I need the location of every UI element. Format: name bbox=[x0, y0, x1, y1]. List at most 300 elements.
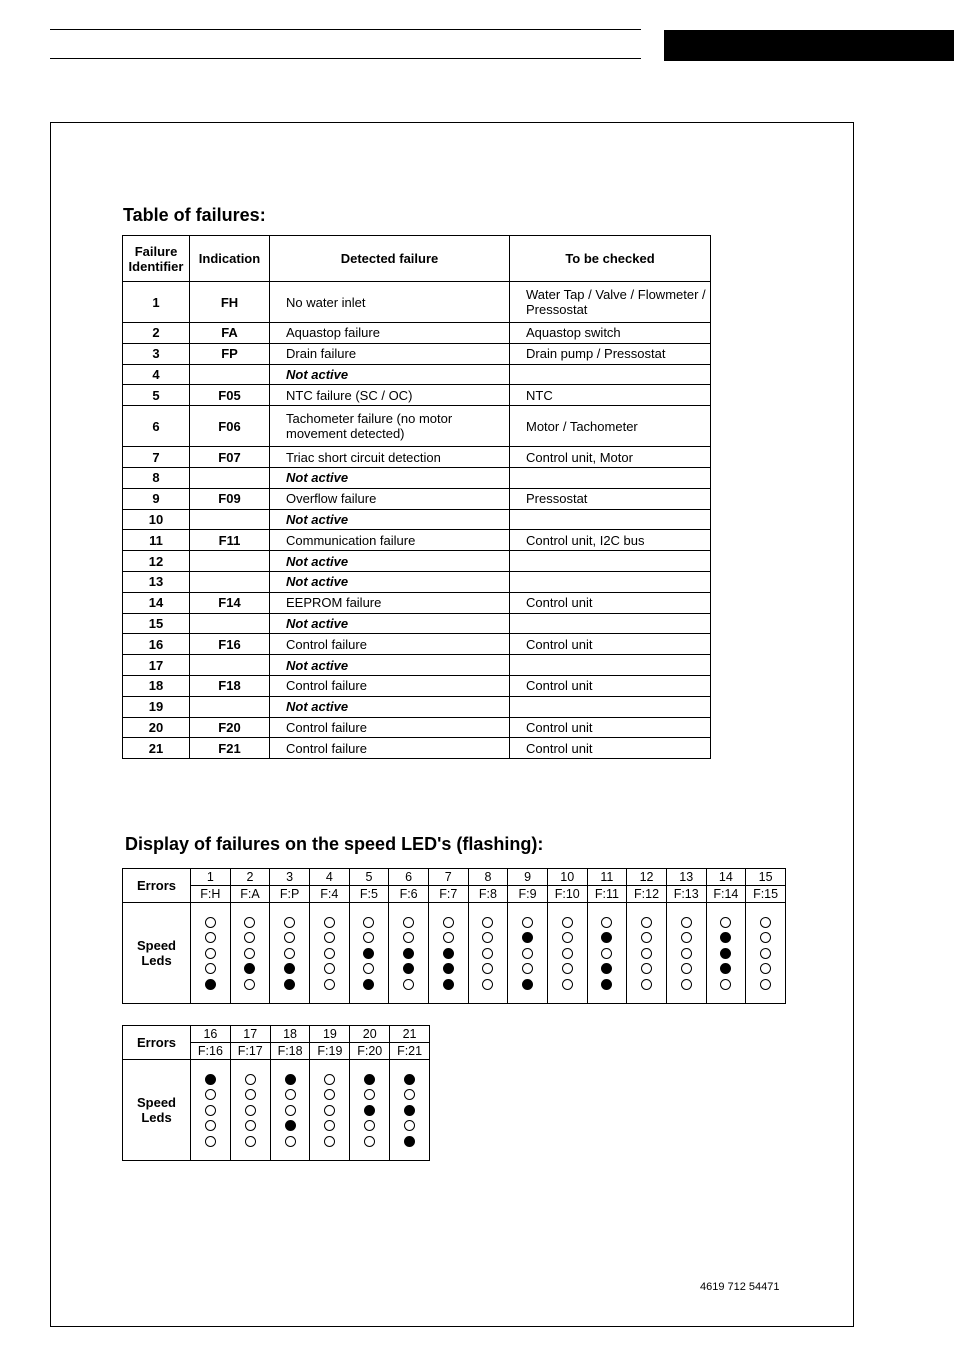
led-on-icon bbox=[205, 979, 216, 990]
failure-row bbox=[123, 717, 711, 738]
failure-id-cell: 21 bbox=[123, 738, 190, 759]
failure-row bbox=[123, 509, 711, 530]
led-off-icon bbox=[681, 979, 692, 990]
error-code-cell: F:20 bbox=[350, 1043, 390, 1060]
failure-detected-cell: No water inlet bbox=[270, 282, 510, 323]
led-off-icon bbox=[364, 1120, 375, 1131]
led-off-icon bbox=[205, 1120, 216, 1131]
speed-label-2: Speed bbox=[136, 1095, 176, 1110]
led-off-icon bbox=[760, 932, 771, 943]
led-off-icon bbox=[403, 979, 414, 990]
error-number-cell: 9 bbox=[508, 869, 548, 886]
led-off-icon bbox=[324, 932, 335, 943]
led-column bbox=[270, 917, 309, 990]
error-number-cell: 11 bbox=[587, 869, 627, 886]
failures-title: Table of failures: bbox=[123, 205, 266, 225]
failure-detected-cell: Overflow failure bbox=[270, 488, 510, 509]
led-off-icon bbox=[482, 948, 493, 959]
led-off-icon bbox=[324, 1074, 335, 1085]
header-black-bar bbox=[664, 30, 954, 61]
failure-indication-cell bbox=[190, 613, 270, 634]
led-off-icon bbox=[720, 917, 731, 928]
failure-row bbox=[123, 323, 711, 344]
leds-label: Leds bbox=[141, 953, 172, 968]
failure-row bbox=[123, 592, 711, 613]
failure-check-cell: Motor / Tachometer bbox=[510, 406, 711, 447]
failure-indication-cell: F14 bbox=[190, 592, 270, 613]
document-number: 4619 712 54471 bbox=[700, 1281, 780, 1293]
led-table-1-led-row bbox=[123, 903, 786, 1004]
error-number-cell: 21 bbox=[390, 1026, 430, 1043]
led-off-icon bbox=[482, 932, 493, 943]
led-column bbox=[588, 917, 627, 990]
led-column bbox=[469, 917, 508, 990]
led-off-icon bbox=[324, 1105, 335, 1116]
failure-row bbox=[123, 385, 711, 406]
led-pattern-cell bbox=[349, 903, 389, 1004]
led-off-icon bbox=[601, 948, 612, 959]
led-pattern-cell bbox=[230, 1060, 270, 1161]
led-table-2-number-row bbox=[123, 1026, 430, 1043]
led-on-icon bbox=[522, 932, 533, 943]
led-on-icon bbox=[601, 979, 612, 990]
failure-check-cell: Control unit bbox=[510, 592, 711, 613]
header-detected-failure: Detected failure bbox=[270, 236, 510, 282]
failure-detected-cell: Not active bbox=[270, 613, 510, 634]
led-on-icon bbox=[443, 979, 454, 990]
failure-detected-cell: Control failure bbox=[270, 717, 510, 738]
failure-row bbox=[123, 282, 711, 323]
failure-indication-cell: FP bbox=[190, 343, 270, 364]
led-off-icon bbox=[205, 1105, 216, 1116]
led-pattern-cell bbox=[390, 1060, 430, 1161]
led-off-icon bbox=[205, 932, 216, 943]
error-number-cell: 4 bbox=[309, 869, 349, 886]
led-off-icon bbox=[562, 963, 573, 974]
errors-label: Errors bbox=[123, 869, 191, 903]
header-rule-bottom bbox=[50, 58, 641, 59]
led-off-icon bbox=[285, 1105, 296, 1116]
failure-check-cell bbox=[510, 696, 711, 717]
failure-row bbox=[123, 530, 711, 551]
led-pattern-cell bbox=[508, 903, 548, 1004]
led-off-icon bbox=[641, 917, 652, 928]
failure-id-cell: 11 bbox=[123, 530, 190, 551]
led-column bbox=[707, 917, 746, 990]
failure-id-cell: 8 bbox=[123, 467, 190, 488]
failure-indication-cell: F16 bbox=[190, 634, 270, 655]
failure-indication-cell bbox=[190, 551, 270, 572]
error-number-cell: 17 bbox=[230, 1026, 270, 1043]
error-code-cell: F:7 bbox=[428, 886, 468, 903]
failure-indication-cell: F06 bbox=[190, 406, 270, 447]
failure-check-cell: Control unit bbox=[510, 675, 711, 696]
led-off-icon bbox=[482, 963, 493, 974]
failure-id-cell: 10 bbox=[123, 509, 190, 530]
led-column bbox=[508, 917, 547, 990]
led-off-icon bbox=[404, 1089, 415, 1100]
led-pattern-cell bbox=[310, 1060, 350, 1161]
led-on-icon bbox=[522, 979, 533, 990]
failure-check-cell: Control unit, Motor bbox=[510, 447, 711, 468]
failure-id-cell: 7 bbox=[123, 447, 190, 468]
led-off-icon bbox=[324, 948, 335, 959]
failure-check-cell bbox=[510, 509, 711, 530]
failure-row bbox=[123, 696, 711, 717]
failure-check-cell: Control unit bbox=[510, 634, 711, 655]
failure-row bbox=[123, 738, 711, 759]
led-off-icon bbox=[522, 963, 533, 974]
led-pattern-cell bbox=[706, 903, 746, 1004]
led-on-icon bbox=[363, 948, 374, 959]
failure-indication-cell bbox=[190, 655, 270, 676]
led-off-icon bbox=[403, 917, 414, 928]
failure-id-cell: 14 bbox=[123, 592, 190, 613]
led-table-1-code-row bbox=[123, 886, 786, 903]
errors-label-2: Errors bbox=[123, 1026, 191, 1060]
led-pattern-cell bbox=[468, 903, 508, 1004]
led-off-icon bbox=[681, 932, 692, 943]
failure-row bbox=[123, 364, 711, 385]
failure-detected-cell: Not active bbox=[270, 696, 510, 717]
speed-label: Speed bbox=[136, 938, 176, 953]
failure-detected-cell: Not active bbox=[270, 509, 510, 530]
failure-check-cell: Control unit bbox=[510, 738, 711, 759]
failure-id-cell: 19 bbox=[123, 696, 190, 717]
led-table-2 bbox=[122, 1025, 430, 1161]
failure-detected-cell: NTC failure (SC / OC) bbox=[270, 385, 510, 406]
error-code-cell: F:21 bbox=[390, 1043, 430, 1060]
led-on-icon bbox=[285, 1074, 296, 1085]
failure-indication-cell: F09 bbox=[190, 488, 270, 509]
speed-leds-label bbox=[123, 903, 191, 1004]
error-number-cell: 6 bbox=[389, 869, 429, 886]
error-code-cell: F:P bbox=[270, 886, 310, 903]
led-pattern-cell bbox=[587, 903, 627, 1004]
error-number-cell: 16 bbox=[191, 1026, 231, 1043]
header-rule-top bbox=[50, 29, 641, 30]
failure-detected-cell: Control failure bbox=[270, 738, 510, 759]
error-code-cell: F:16 bbox=[191, 1043, 231, 1060]
led-off-icon bbox=[284, 917, 295, 928]
failure-indication-cell bbox=[190, 571, 270, 592]
led-on-icon bbox=[720, 963, 731, 974]
error-code-cell: F:13 bbox=[666, 886, 706, 903]
failures-table bbox=[122, 235, 711, 759]
led-table-1 bbox=[122, 868, 786, 1004]
failure-id-cell: 20 bbox=[123, 717, 190, 738]
led-off-icon bbox=[205, 1089, 216, 1100]
led-off-icon bbox=[681, 917, 692, 928]
led-column bbox=[429, 917, 468, 990]
led-off-icon bbox=[363, 963, 374, 974]
led-pattern-cell bbox=[191, 903, 231, 1004]
error-code-cell: F:15 bbox=[746, 886, 786, 903]
led-off-icon bbox=[562, 932, 573, 943]
failure-detected-cell: Not active bbox=[270, 571, 510, 592]
led-off-icon bbox=[245, 1136, 256, 1147]
failure-indication-cell bbox=[190, 696, 270, 717]
failures-body bbox=[123, 282, 711, 759]
error-code-cell: F:19 bbox=[310, 1043, 350, 1060]
failure-check-cell: Control unit bbox=[510, 717, 711, 738]
failure-row bbox=[123, 655, 711, 676]
error-code-cell: F:11 bbox=[587, 886, 627, 903]
failure-row bbox=[123, 406, 711, 447]
led-off-icon bbox=[244, 979, 255, 990]
error-number-cell: 7 bbox=[428, 869, 468, 886]
led-column bbox=[350, 917, 389, 990]
led-column bbox=[746, 917, 785, 990]
failure-check-cell: NTC bbox=[510, 385, 711, 406]
header-failure-identifier: Failure Identifier bbox=[123, 236, 190, 282]
led-off-icon bbox=[363, 932, 374, 943]
failure-indication-cell: F21 bbox=[190, 738, 270, 759]
led-off-icon bbox=[760, 917, 771, 928]
led-pattern-cell bbox=[350, 1060, 390, 1161]
error-number-cell: 8 bbox=[468, 869, 508, 886]
led-table-2-led-row bbox=[123, 1060, 430, 1161]
led-off-icon bbox=[285, 1089, 296, 1100]
error-code-cell: F:5 bbox=[349, 886, 389, 903]
led-off-icon bbox=[681, 963, 692, 974]
led-off-icon bbox=[324, 917, 335, 928]
led-off-icon bbox=[562, 979, 573, 990]
error-number-cell: 18 bbox=[270, 1026, 310, 1043]
failure-row bbox=[123, 634, 711, 655]
failure-check-cell bbox=[510, 551, 711, 572]
led-off-icon bbox=[562, 917, 573, 928]
led-off-icon bbox=[443, 917, 454, 928]
error-number-cell: 15 bbox=[746, 869, 786, 886]
error-number-cell: 19 bbox=[310, 1026, 350, 1043]
failure-row bbox=[123, 571, 711, 592]
failure-check-cell bbox=[510, 467, 711, 488]
failure-id-cell: 3 bbox=[123, 343, 190, 364]
led-pattern-cell bbox=[547, 903, 587, 1004]
led-column bbox=[271, 1074, 310, 1147]
failure-id-cell: 12 bbox=[123, 551, 190, 572]
failure-check-cell: Control unit, I2C bus bbox=[510, 530, 711, 551]
led-on-icon bbox=[443, 963, 454, 974]
led-off-icon bbox=[760, 948, 771, 959]
speed-leds-label-2 bbox=[123, 1060, 191, 1161]
led-on-icon bbox=[244, 963, 255, 974]
led-off-icon bbox=[244, 948, 255, 959]
led-off-icon bbox=[244, 917, 255, 928]
error-code-cell: F:14 bbox=[706, 886, 746, 903]
failure-check-cell bbox=[510, 655, 711, 676]
led-off-icon bbox=[641, 979, 652, 990]
led-off-icon bbox=[364, 1089, 375, 1100]
led-off-icon bbox=[244, 932, 255, 943]
failure-id-cell: 16 bbox=[123, 634, 190, 655]
led-column bbox=[231, 1074, 270, 1147]
led-off-icon bbox=[720, 979, 731, 990]
failure-check-cell: Water Tap / Valve / Flowmeter / Pressostat bbox=[510, 282, 711, 323]
led-off-icon bbox=[205, 948, 216, 959]
error-code-cell: F:A bbox=[230, 886, 270, 903]
failure-check-cell: Aquastop switch bbox=[510, 323, 711, 344]
error-code-cell: F:4 bbox=[309, 886, 349, 903]
led-off-icon bbox=[363, 917, 374, 928]
error-number-cell: 2 bbox=[230, 869, 270, 886]
led-table-1-number-row bbox=[123, 869, 786, 886]
led-column bbox=[231, 917, 270, 990]
led-off-icon bbox=[205, 963, 216, 974]
led-on-icon bbox=[720, 948, 731, 959]
failure-id-cell: 15 bbox=[123, 613, 190, 634]
failure-id-cell: 4 bbox=[123, 364, 190, 385]
led-pattern-cell bbox=[270, 1060, 310, 1161]
led-off-icon bbox=[284, 932, 295, 943]
led-pattern-cell bbox=[627, 903, 667, 1004]
led-off-icon bbox=[205, 1136, 216, 1147]
error-number-cell: 12 bbox=[627, 869, 667, 886]
led-off-icon bbox=[205, 917, 216, 928]
failure-row bbox=[123, 613, 711, 634]
led-off-icon bbox=[245, 1120, 256, 1131]
led-on-icon bbox=[205, 1074, 216, 1085]
led-off-icon bbox=[443, 932, 454, 943]
led-on-icon bbox=[720, 932, 731, 943]
error-number-cell: 10 bbox=[547, 869, 587, 886]
led-pattern-cell bbox=[428, 903, 468, 1004]
failure-indication-cell: F05 bbox=[190, 385, 270, 406]
led-off-icon bbox=[324, 1136, 335, 1147]
failure-id-cell: 17 bbox=[123, 655, 190, 676]
failure-indication-cell bbox=[190, 364, 270, 385]
led-column bbox=[191, 917, 230, 990]
led-pattern-cell bbox=[746, 903, 786, 1004]
led-column bbox=[350, 1074, 389, 1147]
failure-row bbox=[123, 488, 711, 509]
led-off-icon bbox=[641, 932, 652, 943]
error-code-cell: F:8 bbox=[468, 886, 508, 903]
led-off-icon bbox=[324, 979, 335, 990]
led-on-icon bbox=[403, 963, 414, 974]
led-on-icon bbox=[363, 979, 374, 990]
led-column bbox=[390, 1074, 429, 1147]
failure-id-cell: 6 bbox=[123, 406, 190, 447]
led-column bbox=[389, 917, 428, 990]
led-off-icon bbox=[245, 1074, 256, 1085]
led-column bbox=[667, 917, 706, 990]
led-pattern-cell bbox=[389, 903, 429, 1004]
failure-detected-cell: Control failure bbox=[270, 675, 510, 696]
failure-indication-cell: F20 bbox=[190, 717, 270, 738]
led-column bbox=[627, 917, 666, 990]
failure-row bbox=[123, 467, 711, 488]
led-off-icon bbox=[760, 979, 771, 990]
led-off-icon bbox=[522, 917, 533, 928]
error-code-cell: F:17 bbox=[230, 1043, 270, 1060]
failure-row bbox=[123, 447, 711, 468]
failure-id-cell: 1 bbox=[123, 282, 190, 323]
leds-label-2: Leds bbox=[141, 1110, 172, 1125]
failure-id-cell: 18 bbox=[123, 675, 190, 696]
led-on-icon bbox=[404, 1074, 415, 1085]
led-on-icon bbox=[404, 1105, 415, 1116]
error-number-cell: 20 bbox=[350, 1026, 390, 1043]
failure-indication-cell bbox=[190, 467, 270, 488]
led-on-icon bbox=[601, 932, 612, 943]
failure-check-cell bbox=[510, 571, 711, 592]
led-pattern-cell bbox=[309, 903, 349, 1004]
led-off-icon bbox=[681, 948, 692, 959]
led-pattern-cell bbox=[666, 903, 706, 1004]
failure-detected-cell: EEPROM failure bbox=[270, 592, 510, 613]
failure-detected-cell: Drain failure bbox=[270, 343, 510, 364]
led-off-icon bbox=[522, 948, 533, 959]
failure-check-cell: Pressostat bbox=[510, 488, 711, 509]
led-off-icon bbox=[284, 948, 295, 959]
led-pattern-cell bbox=[270, 903, 310, 1004]
led-on-icon bbox=[364, 1105, 375, 1116]
led-column bbox=[548, 917, 587, 990]
led-off-icon bbox=[601, 917, 612, 928]
error-code-cell: F:18 bbox=[270, 1043, 310, 1060]
header-to-be-checked: To be checked bbox=[510, 236, 711, 282]
failure-detected-cell: Not active bbox=[270, 364, 510, 385]
led-column bbox=[310, 917, 349, 990]
led-pattern-cell bbox=[191, 1060, 231, 1161]
failure-row bbox=[123, 343, 711, 364]
led-off-icon bbox=[404, 1120, 415, 1131]
failure-id-cell: 2 bbox=[123, 323, 190, 344]
header-indication: Indication bbox=[190, 236, 270, 282]
led-pattern-cell bbox=[230, 903, 270, 1004]
leds-title: Display of failures on the speed LED's (flashing): bbox=[125, 834, 544, 854]
led-on-icon bbox=[285, 1120, 296, 1131]
error-code-cell: F:10 bbox=[547, 886, 587, 903]
failure-detected-cell: Not active bbox=[270, 467, 510, 488]
failure-indication-cell: FA bbox=[190, 323, 270, 344]
led-off-icon bbox=[245, 1089, 256, 1100]
failure-indication-cell bbox=[190, 509, 270, 530]
error-number-cell: 3 bbox=[270, 869, 310, 886]
failure-check-cell: Drain pump / Pressostat bbox=[510, 343, 711, 364]
led-off-icon bbox=[324, 1089, 335, 1100]
led-on-icon bbox=[284, 979, 295, 990]
error-code-cell: F:9 bbox=[508, 886, 548, 903]
error-number-cell: 1 bbox=[191, 869, 231, 886]
failure-indication-cell: F18 bbox=[190, 675, 270, 696]
failure-row bbox=[123, 675, 711, 696]
led-on-icon bbox=[364, 1074, 375, 1085]
led-off-icon bbox=[482, 979, 493, 990]
failure-indication-cell: FH bbox=[190, 282, 270, 323]
led-off-icon bbox=[285, 1136, 296, 1147]
led-on-icon bbox=[403, 948, 414, 959]
failure-indication-cell: F11 bbox=[190, 530, 270, 551]
led-on-icon bbox=[284, 963, 295, 974]
failure-detected-cell: Not active bbox=[270, 551, 510, 572]
failure-detected-cell: Not active bbox=[270, 655, 510, 676]
led-off-icon bbox=[641, 948, 652, 959]
error-code-cell: F:12 bbox=[627, 886, 667, 903]
failure-detected-cell: Tachometer failure (no motor movement detected) bbox=[270, 406, 510, 447]
error-number-cell: 13 bbox=[666, 869, 706, 886]
led-on-icon bbox=[443, 948, 454, 959]
failure-id-cell: 9 bbox=[123, 488, 190, 509]
led-off-icon bbox=[324, 1120, 335, 1131]
led-column bbox=[191, 1074, 230, 1147]
failures-header-row bbox=[123, 236, 711, 282]
failure-detected-cell: Triac short circuit detection bbox=[270, 447, 510, 468]
failure-id-cell: 5 bbox=[123, 385, 190, 406]
error-code-cell: F:H bbox=[191, 886, 231, 903]
